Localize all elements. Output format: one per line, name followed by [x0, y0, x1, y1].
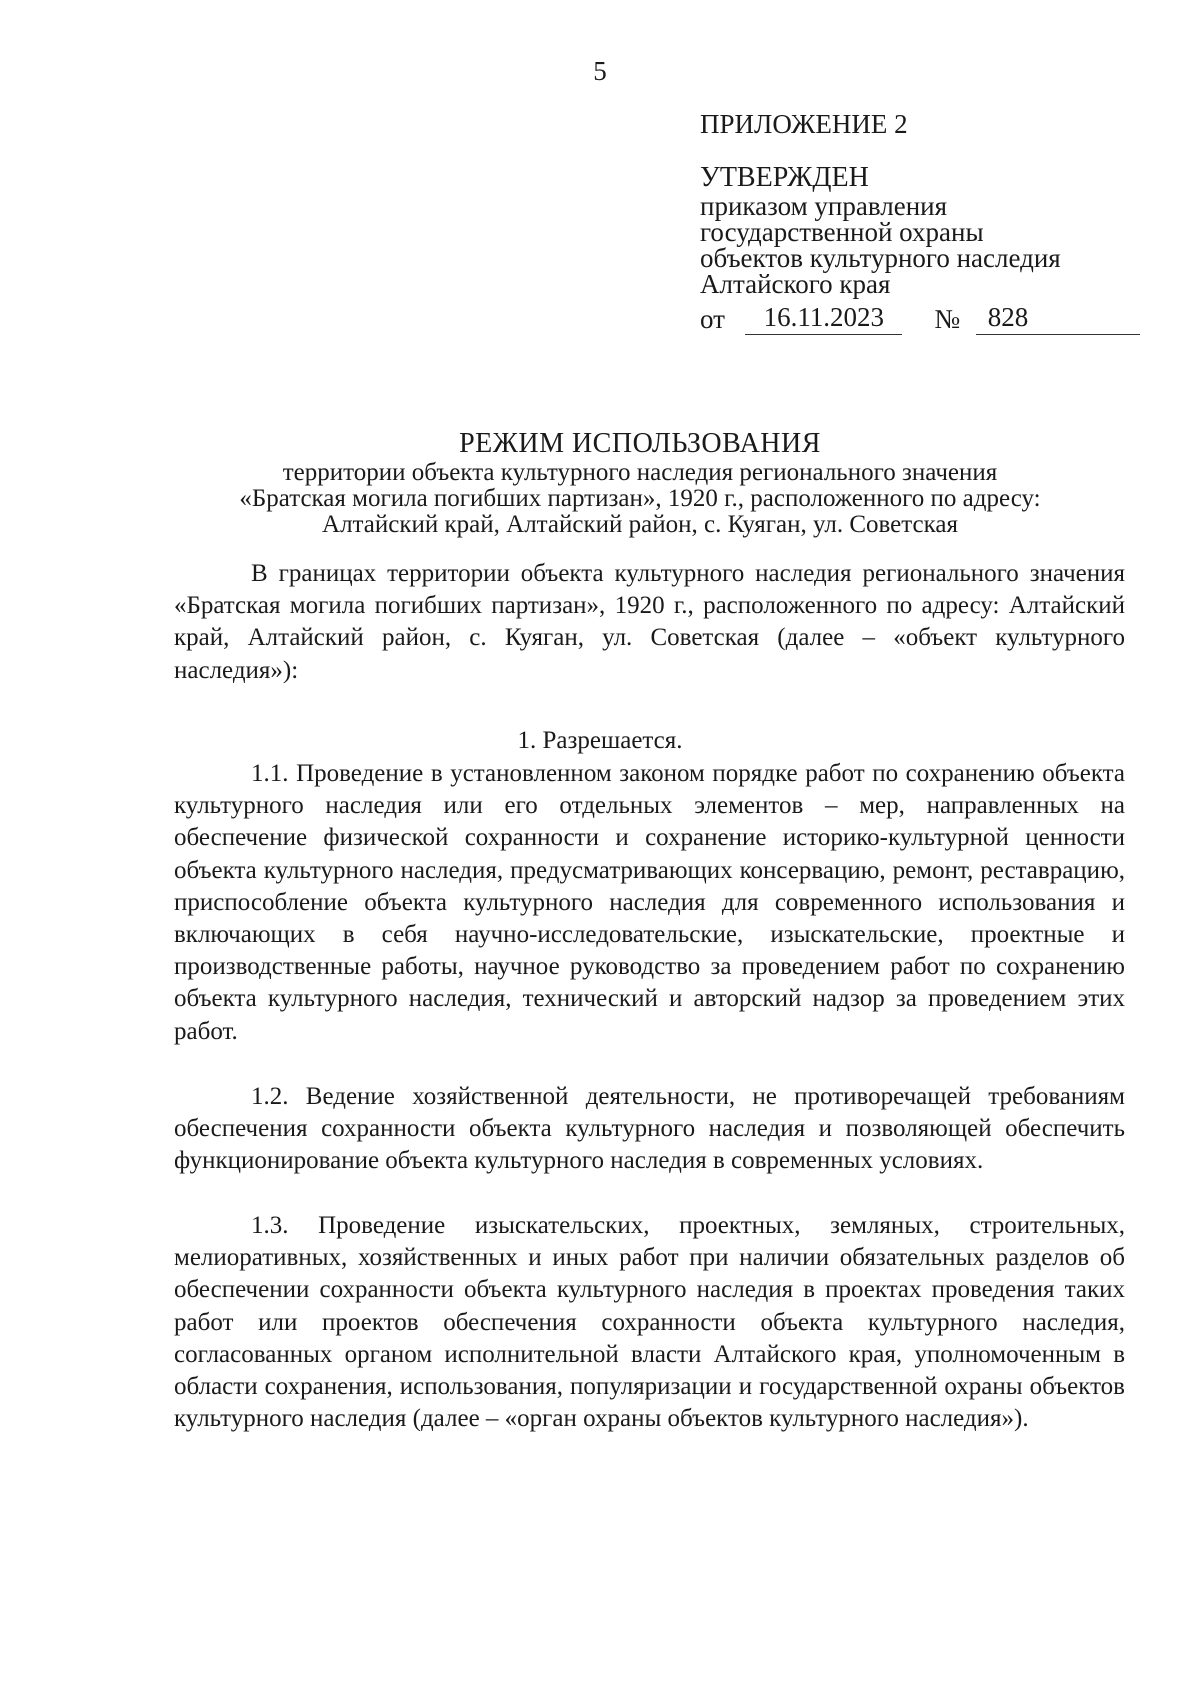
title-main: РЕЖИМ ИСПОЛЬЗОВАНИЯ — [459, 428, 821, 459]
order-line: государственной охраны — [700, 217, 984, 247]
paragraph-1-2: 1.2. Ведение хозяйственной деятельности, не противоречащей требованиям обеспечения сохранности объекта культурного наследия и позволяющей обеспечить функционирование объекта культурного наследия в современных условиях. — [174, 1083, 1125, 1175]
order-date: 16.11.2023 — [745, 302, 902, 335]
approved-label: УТВЕРЖДЕН — [700, 162, 869, 193]
order-date-number-row — [700, 301, 1140, 335]
title-line: территории объекта культурного наследия регионального значения — [282, 459, 998, 486]
intro-paragraph: В границах территории объекта культурного наследия регионального значения «Братская могила погибших партизан», 1920 г., расположенного по адресу: Алтайский край, Алтайский район, с. Куяган, ул. Советская (далее – «объект культурного наследия»): — [174, 560, 1125, 684]
order-line: приказом управления — [700, 191, 948, 221]
title-line: Алтайский край, Алтайский район, с. Куяган, ул. Советская — [322, 511, 958, 538]
paragraph-1-1: 1.1. Проведение в установленном законом порядке работ по сохранению объекта культурного наследия или его отдельных элементов – мер, направленных на обеспечение физической сохранности и сохранение историко-культурной ценности объекта культурного наследия, предусматривающих консервацию, ремонт, реставрацию, приспособление объекта культурного наследия для современного использования и включающих в себя научно-исследовательские, изыскательские, проектные и производственные работы, научное руководство за проведением работ по сохранению объекта культурного наследия, технический и авторский надзор за проведением этих работ. — [174, 760, 1125, 1045]
number-sign: № — [934, 304, 961, 334]
page-number: 5 — [593, 56, 607, 86]
document-title — [150, 428, 1130, 538]
title-line: «Братская могила погибших партизан», 1920 г., расположенного по адресу: — [239, 485, 1041, 512]
order-line: объектов культурного наследия — [700, 243, 1061, 273]
order-line: Алтайского края — [700, 269, 891, 299]
section-1-heading: 1. Разрешается. — [517, 727, 683, 754]
from-label: от — [700, 304, 725, 334]
order-number: 828 — [976, 302, 1140, 335]
approval-block — [700, 108, 1140, 335]
appendix-label: ПРИЛОЖЕНИЕ 2 — [700, 109, 908, 139]
paragraph-1-3: 1.3. Проведение изыскательских, проектных, земляных, строительных, мелиоративных, хозяйственных и иных работ при наличии обязательных разделов об обеспечении сохранности объекта культурного наследия в проектах проведения таких работ или проектов обеспечения сохранности объекта культурного наследия, согласованных органом исполнительной власти Алтайского края, уполномоченным в области сохранения, использования, популяризации и государственной охраны объектов культурного наследия (далее – «орган охраны объектов культурного наследия»). — [174, 1212, 1125, 1433]
